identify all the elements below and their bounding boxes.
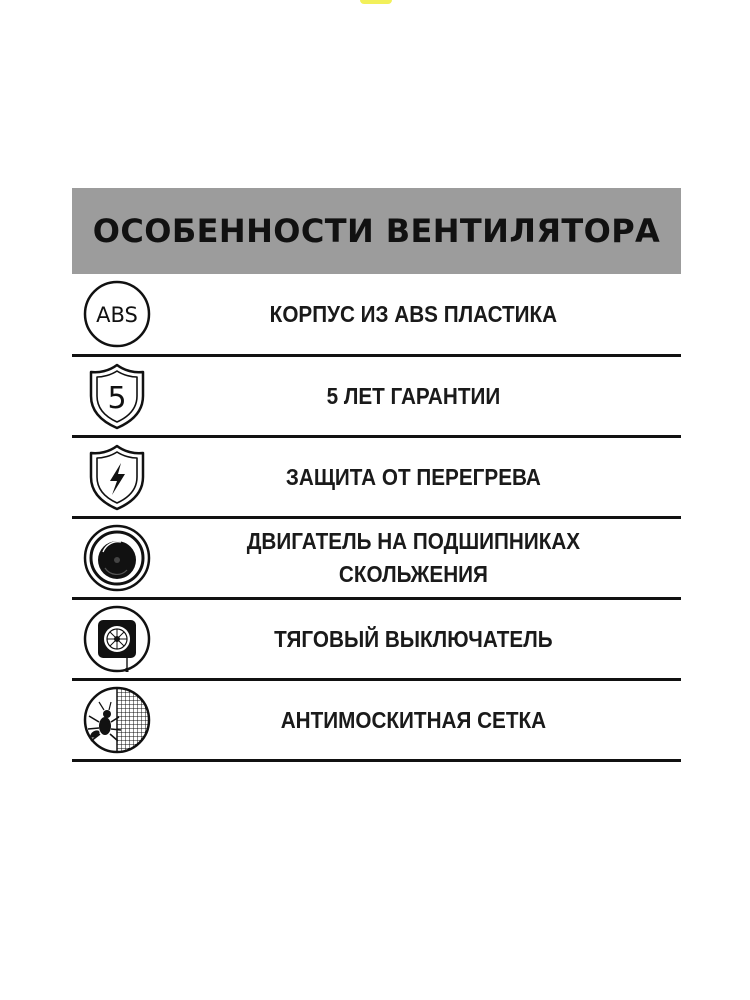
feature-row-motor <box>72 519 681 600</box>
feature-row-overheat <box>72 438 681 519</box>
feature-row-warranty <box>72 357 681 438</box>
features-panel <box>72 188 681 762</box>
abs-circle-icon <box>72 276 162 352</box>
shield-icon-number: 5 <box>107 381 127 416</box>
feature-label-mosquito-net: АНТИМОСКИТНАЯ СЕТКА <box>280 706 547 733</box>
feature-label-motor <box>188 525 655 591</box>
shield-5-icon <box>72 358 162 434</box>
feature-label-abs: КОРПУС ИЗ ABS ПЛАСТИКА <box>269 300 558 327</box>
motor-bearing-icon <box>72 520 162 596</box>
pull-switch-fan-icon <box>72 601 162 677</box>
mosquito-net-icon <box>72 682 162 758</box>
features-list <box>72 274 681 762</box>
page-title: ОСОБЕННОСТИ ВЕНТИЛЯТОРА <box>92 212 661 250</box>
feature-row-abs <box>72 274 681 357</box>
feature-label-motor-line1: ДВИГАТЕЛЬ НА ПОДШИПНИКАХ <box>246 528 581 554</box>
shield-lightning-icon <box>72 439 162 515</box>
abs-icon-text: ABS <box>96 303 138 327</box>
feature-row-pull-switch <box>72 600 681 681</box>
feature-label-motor-line2: СКОЛЬЖЕНИЯ <box>338 561 488 587</box>
features-header <box>72 188 681 274</box>
feature-label-overheat: ЗАЩИТА ОТ ПЕРЕГРЕВА <box>285 463 541 490</box>
feature-label-warranty: 5 ЛЕТ ГАРАНТИИ <box>326 382 501 409</box>
top-accent-decoration <box>360 0 392 4</box>
feature-row-mosquito-net <box>72 681 681 762</box>
feature-label-pull-switch: ТЯГОВЫЙ ВЫКЛЮЧАТЕЛЬ <box>274 625 553 652</box>
